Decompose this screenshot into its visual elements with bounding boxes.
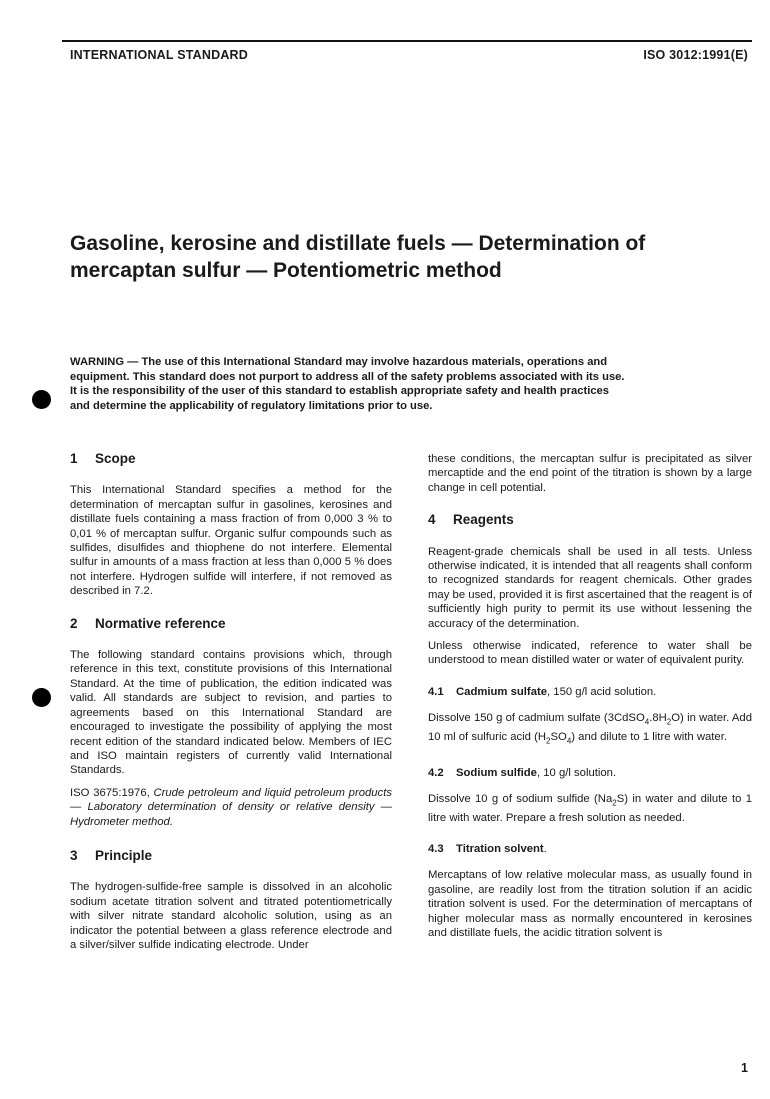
text-run: O) in water. Add 10 ml of sulfuric acid (H [428, 712, 752, 743]
warning-line-3: It is the responsibility of the user of this standard to establish appropriate safety and health practices [70, 385, 609, 398]
reagents-paragraph-1: Reagent-grade chemicals shall be used in all tests. Unless otherwise indicated, it is intended that all reagents shall conform to recognized standards for reagent chemicals. Other grades may be used, provided it is first ascertained that the reagent is of sufficiently high purity to permit its use without lessening the accuracy of the determination. [428, 545, 752, 630]
reagent-name: Titration solvent [456, 843, 544, 856]
subscript: 2 [666, 717, 672, 727]
subsection-number: 4.2 [428, 766, 444, 779]
binder-hole-mark [32, 688, 51, 707]
document-title [70, 230, 750, 284]
subscript: 2 [612, 798, 617, 808]
text-run: Dissolve 10 g of sodium sulfide (Na [428, 793, 613, 805]
header-document-number: ISO 3012:1991(E) [643, 48, 748, 62]
reference-code: ISO 3675:1976, [70, 786, 154, 799]
section-heading-principle [70, 849, 392, 863]
header-standard-label: INTERNATIONAL STANDARD [70, 48, 249, 62]
sodium-sulfide-paragraph [428, 792, 752, 825]
section-number: 2 [70, 615, 78, 631]
section-title: Scope [95, 451, 136, 466]
subsection-heading-sodium-sulfide [428, 766, 752, 780]
section-number: 4 [428, 512, 436, 528]
section-number: 1 [70, 451, 78, 466]
section-heading-reagents [428, 513, 752, 527]
warning-line-1: WARNING — The use of this International Standard may involve hazardous materials, operations and [70, 356, 608, 368]
titration-solvent-paragraph: Mercaptans of low relative molecular mass, as usually found in gasoline, are readily lost from the titration solution if an acidic titration solvent is used. For the determination of mercaptans of higher molecular mass as normally encountered in kerosines and distillate fuels, the acidic titration solvent is [428, 869, 752, 940]
text-run: ) and dilute to 1 litre with water. [571, 730, 727, 743]
header-rule [62, 40, 752, 42]
subscript: 4 [566, 736, 572, 746]
text-run: S) in water and dilute to 1 litre with water. Prepare a fresh solution as needed. [428, 793, 752, 824]
warning-line-4: and determine the applicability of regulatory limitations prior to use. [70, 399, 433, 412]
section-heading-normative-reference [70, 617, 392, 631]
binder-hole-mark [32, 390, 51, 409]
subscript: 4 [644, 717, 650, 727]
section-heading-scope [70, 452, 392, 466]
section-title: Principle [95, 847, 153, 863]
title-line-2: mercaptan sulfur — Potentiometric method [70, 259, 502, 282]
warning-line-2: equipment. This standard does not purport to address all of the safety problems associated with its use. [70, 370, 625, 383]
reagent-name: Cadmium sulfate [456, 685, 548, 698]
text-run: Dissolve 150 g of cadmium sulfate (3CdSO [428, 712, 645, 725]
reagent-name: Sodium sulfide [456, 766, 537, 779]
subsection-heading-cadmium-sulfate [428, 685, 752, 699]
reagent-spec: . [543, 843, 547, 856]
cadmium-sulfate-paragraph [428, 711, 752, 748]
reference-title: Crude petroleum and liquid petroleum products — Laboratory determination of density or relative density — Hydrometer method. [70, 786, 392, 828]
normative-reference-paragraph: The following standard contains provisions which, through reference in this text, constitute provisions of this International Standard. At the time of publication, the edition indicated was valid. All standards are subject to revision, and parties to agreements based on this International Standard are encouraged to investigate the possibility of applying the most recent edition of the standard indicated below. Members of IEC and ISO maintain registers of currently valid International Standards. [70, 649, 392, 777]
subsection-number: 4.1 [428, 685, 444, 698]
left-column [70, 452, 392, 952]
scope-paragraph: This International Standard specifies a method for the determination of mercaptan sulfur in gasolines, kerosines and distillate fuels containing a mass fraction of from 0,000 3 % to 0,01 % of mercaptan sulfur. Organic sulfur compounds such as sulfides, disulfides and thiophene do not interfere. Elemental sulfur in amounts of a mass fraction at less than 0,000 5 % does not interfere. Hydrogen sulfide will interfere, if not removed as described in 7.2. [70, 484, 392, 598]
right-column [428, 452, 752, 941]
reagent-spec: , 150 g/l acid solution. [547, 685, 657, 698]
warning-block [70, 355, 760, 413]
reagent-spec: , 10 g/l solution. [536, 766, 617, 779]
section-title: Normative reference [95, 615, 226, 631]
subsection-heading-titration-solvent [428, 842, 752, 856]
text-run: SO [550, 730, 567, 743]
reagents-paragraph-2: Unless otherwise indicated, reference to water shall be understood to mean distilled water or water of equivalent purity. [428, 640, 752, 667]
page-number: 1 [741, 1061, 748, 1075]
title-line-1: Gasoline, kerosine and distillate fuels — Determination of [70, 232, 646, 255]
section-title: Reagents [453, 512, 514, 528]
principle-paragraph: The hydrogen-sulfide-free sample is dissolved in an alcoholic sodium acetate titration solvent and titrated potentiometrically with silver nitrate standard alcoholic solution, using as an indicator the potential between a glass reference electrode and a silver/silver sulfide indicating electrode. Under [70, 881, 392, 951]
text-run: .8H [649, 712, 667, 725]
normative-reference-citation [70, 786, 392, 829]
principle-paragraph-continued: these conditions, the mercaptan sulfur is precipitated as silver mercaptide and the end point of the titration is shown by a large change in cell potential. [428, 453, 752, 494]
section-number: 3 [70, 847, 78, 863]
subsection-number: 4.3 [428, 843, 444, 856]
subscript: 2 [546, 736, 551, 746]
